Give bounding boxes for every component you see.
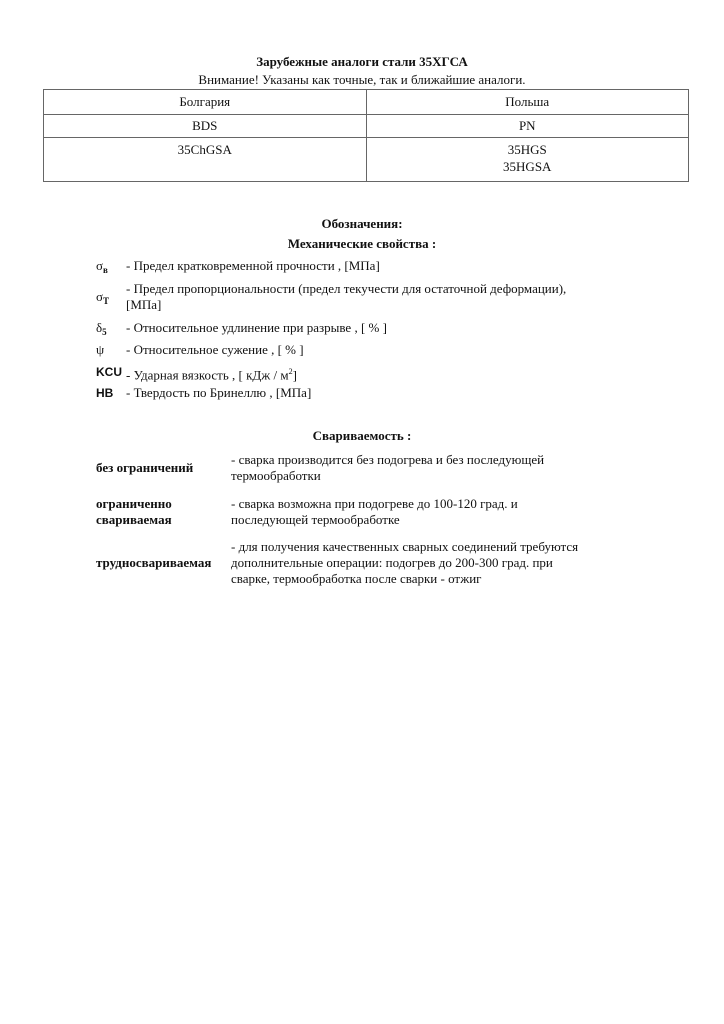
- weldability-title: Свариваемость :: [312, 428, 412, 443]
- weldability-term: без ограничений: [96, 460, 194, 475]
- legend-description: - Предел кратковременной прочности , [МПа]: [126, 258, 380, 273]
- grade-value: 35HGS: [507, 142, 547, 157]
- legend-description: - Предел пропорциональности (предел текучести для остаточной деформации), [МПа]: [126, 281, 567, 312]
- designations-title: Обозначения:: [321, 216, 403, 231]
- legend-description: - Относительное сужение , [ % ]: [126, 342, 304, 357]
- grade-cell: [44, 138, 367, 182]
- mechanical-properties-title: Механические свойства :: [287, 236, 437, 251]
- analogs-table: [43, 89, 689, 182]
- table-row: [44, 138, 689, 182]
- symbol-delta-5: $\delta_5$: [96, 320, 107, 337]
- country-cell: Болгария: [44, 90, 367, 115]
- country-cell: Польша: [366, 90, 689, 115]
- symbol-kcu: KCU: [96, 365, 122, 379]
- legend-description: - Ударная вязкость , [ кДж / $м^2$]: [126, 367, 297, 383]
- symbol-sigma-t: $\sigma_T$: [96, 289, 110, 306]
- weldability-definition: - сварка возможна при подогреве до 100-120 град. и последующей термообработке: [231, 496, 518, 527]
- standard-cell: PN: [366, 115, 689, 138]
- page-note: Внимание! Указаны как точные, так и ближайшие аналоги.: [198, 72, 526, 87]
- grade-value: 35HGSA: [503, 159, 552, 174]
- page-title: Зарубежные аналоги стали 35ХГСА: [256, 54, 468, 69]
- table-row: [44, 115, 689, 138]
- weldability-definition: - для получения качественных сварных соединений требуются дополнительные операции: подогрев до 200-300 град. при сварке, термообработка после сварки - отжиг: [231, 539, 579, 586]
- symbol-sigma-b: $\sigma_в$: [96, 258, 108, 275]
- standard-cell: BDS: [44, 115, 367, 138]
- weldability-term: трудносвариваемая: [96, 555, 212, 570]
- legend-description: - Относительное удлинение при разрыве , [ % ]: [126, 320, 387, 335]
- grade-cell: [366, 138, 689, 182]
- symbol-psi: ψ: [96, 342, 105, 357]
- weldability-definition: - сварка производится без подогрева и без последующей термообработки: [231, 452, 545, 483]
- table-row: [44, 90, 689, 115]
- weldability-term: ограниченно свариваемая: [96, 496, 172, 527]
- symbol-hb: HB: [96, 386, 114, 400]
- legend-description: - Твердость по Бринеллю , [МПа]: [126, 385, 312, 400]
- grade-value: 35ChGSA: [177, 142, 232, 157]
